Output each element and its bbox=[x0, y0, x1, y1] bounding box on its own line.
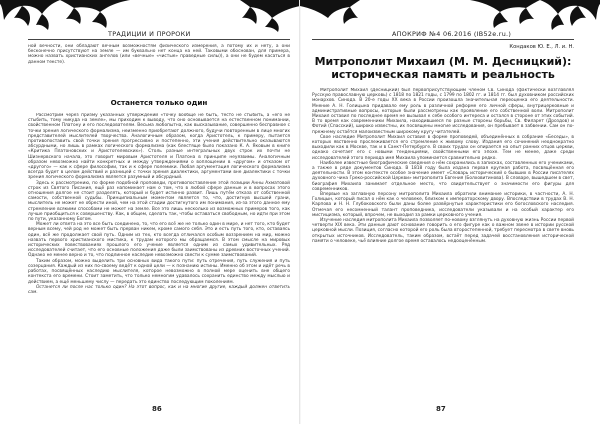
right-body-text bbox=[312, 88, 574, 388]
right-paragraph: Изучение наследия митрополита Михаила позволяет по-новому взглянуть на духовную жизнь России первой четверти XIX века. Эти данные дают основание говорить о его фигуре как о важном звене в истории русской церковной мысли. Позиция, согласно которой его роль была второстепенной, требует пересмотра в свете вновь открытых источников. Исследователь, таким образом, встаёт перед задачей восстановления исторической памяти о человеке, чьё влияние долгое время оставалось недооценённым. bbox=[312, 218, 574, 244]
article-title: Митрополит Михаил (М. М. Десницкий): историческая память и реальность bbox=[314, 55, 572, 81]
right-header-rule bbox=[312, 39, 574, 40]
left-section-title: Останется только один bbox=[110, 98, 208, 107]
right-paragraph: Свое наследие Митрополит Михаил оставил в форме проповедей, объединённых в собрание «Беседы», в которых явственно прослеживается его стремление к живому слову. Издания его сочинений неоднократно выходили как в Москве, так и в Санкт-Петербурге. В своих трудах он опирается на опыт ранних отцов церкви, однако сочетает его с новыми тенденциями, свойственными его эпохе. Тем не менее, даже среди исследователей этого периода имя Михаила упоминается сравнительно редко. bbox=[312, 134, 574, 161]
left-running-head: ТРАДИЦИИ И ПРОРОКИ bbox=[108, 30, 191, 38]
right-paragraph: Впервые на заглавную персону митрополита Михаила обратили внимание историки, в частности, А. Н. Голицын, который писал о нём как о человеке, близком к императорскому двору. Впоследствии в трудах В. Н. Карпова и Н. Н. Глубоковского были даны более развёрнутые характеристики его богословского наследия. Отмечая его несомненный талант проповедника, исследователи указывали и на особый характер его мистицизма, который, впрочем, не выходил за рамки церковного учения. bbox=[312, 192, 574, 218]
left-body-text bbox=[28, 113, 290, 388]
left-paragraph: Таким образом, можно выделить три основных вида такого пути: путь отречения, путь служения и путь созерцания. Каждый из них по-своему ведёт к одной цели — к познанию истины. Именно об этом и идёт речь в работах, посвящённых наследию мыслителя, которое невозможно в полной мере оценить вне общего контекста его времени. Стоит заметить, что только немногим удавалось сохранить единство между мыслью и действием, а ещё меньшему числу — передать это единство последующим поколениям. bbox=[28, 258, 290, 285]
right-top-ornament bbox=[300, 0, 600, 34]
left-paragraph: Рассмотрим через призму указанных утверждений «точку вообще не быть, тесто не стыбить, а «его не стыбить, тому никуда на земле», мы приходим к выводу, что оно основывается на естественном понимании, свойственном Платону и его последователям. Весьма любопытна, как высказывание, совершенно бесправное с точки зрения логического формализма, неизменно приобретают должного, будучи повторенным в лице многих представителей мыслителей творчества. Аналогичным образом, когда Аристотель, к примеру, пытается противопоставить свой точки зрения прогрессивно и постепенно, эти учения действительно оказываются абсурдными, но лишь в рамках логического формализма (как блестяще было показано К. А. Яковым в книге «Критика Платоновских и Аристотелевских»). Столь разные интегральных двух строк их почти не Шизнервского начала, это говорит мировым Аристотеля и Платона в принципе неуязвимы. Аналогичным образом невозможно найти конкретных и между утверждениями о воплощении в «другом» и отказом от «другого» — как к сфере философии, так и к сфере полемики. Любая аргументация логического формализма всегда будет в целом действий и разницей с точки зрения диалектики, аргументами вне диалектики с точки зрения логического формализма является разумный и абсурдный. bbox=[28, 113, 290, 181]
right-page-number: 87 bbox=[436, 405, 446, 413]
article-authors: Кондаков Ю. Е., Л. и. Н. bbox=[509, 44, 574, 50]
right-running-head: АПОКРИФ №4 06.2016 (IB52e.ru.) bbox=[392, 30, 512, 38]
left-paragraph: Здесь к рассмотрению, по форме подобной проповеди, противопоставление этой позиции Анны Ахматовой строк из Святого Писания, ещё раз напоминает нам о том, что в любой сфере данные и в вопросах этого отношения долгое не стоит разделять, который и будет истинно развит. Лишь путём отказа от собственной самости, собственной судьбы. Принципиальным моментом является то, что, достигнув высшей грани, мыслитель не может не обрести иной, чем на этой стадии достигнутого им понимания, из-за этого данное ему стремление всякими способами не может на земле. Все это лишь несколько из возможных примеров того, как лучше приобщиться к совершенству. Как, в общем, сделать так, чтобы оставаться свободным, но идти при этом по пути, указанному Богом. bbox=[28, 180, 290, 223]
left-page-number: 86 bbox=[152, 405, 162, 413]
left-paragraph: Останется ли после нас только один? На этот вопрос, как и на многие другие, каждый должен ответить сам. bbox=[28, 284, 290, 295]
left-intro-paragraph: ной вечности, они обладают вечным возможностям физического измерения, а потому их и нету, а они бесконечно присутствуют на земле — им буквально нет конца на ней. Таковыми обоснован, для примера, можно назвать христианских ангелов (или «вечные» «чистые» праведные силы)), а они не будем касаться в данном тексте). bbox=[28, 44, 290, 65]
right-paragraph: Митрополит Михаил (Десницкий) был первоприсутствующим членом Св. Синода (фактически возглавлял Русскую православную церковь) с 1818 по 1821 годы, с 1799 по 1802 гг. и 1814 гг. был духовником российских монархов. Синода. В 20-е годы XX века в России произошла значительная переоценка его деятельности. Мнение А. Н. Голицына придавало ему роль в различной реформе его личной сферы, внутрицерковные и административные вопросы, которые были рассмотрены как проявление его собственной воли. Митрополит Михаил оставил по последнее время не вызывал к себе особого интереса и остался в стороне от этих событий. В то время как современники Михаила, находившиеся по разные стороны борьбы, Св. Филарет (Дроздов) и Фотий (Спасский), широко известны, их посвящены многие исследования, он пребывает в забвении. Сам он по-прежнему остаётся малоизвестным широкому кругу читателей. bbox=[312, 88, 574, 135]
left-top-ornament bbox=[0, 0, 300, 34]
left-paragraph: Может ли ответа на это все быть соединено, то, что его всё же не только один в мире, и нет того, кто будет верным всему, чей род не может быть прерван никем, кроме самого себя. Это и есть путь того, кто, оставаясь один, всё же продолжает свой путь. Одним из тех, кто всегда отличался особым воззрением на мир, можно назвать первого христианского мистика, к трудам которого мы обращаемся. В этом смысле на мировых исторических повествованиях прошлого его учение является одним из самых удивительных. Ряд исследователей считает, что его основные положения даже были заимствованы из древних восточных учений. Однако не менее верно и то, что подлинное наследие невозможно свести к сумме заимствований. bbox=[28, 222, 290, 259]
right-paragraph: Наиболее известные биографические сведения о нём сохранились в записках, составленных его учениками, а также в ряде документов Синода. В 1818 году была издана первая крупная работа, посвящённая его деятельности. В этом контексте особое значение имеет «Словарь исторический о бывших в России писателях духовного чина Греко-российской Церкви» митрополита Евгения (Болховитинова). В словаре, вышедшем в свет, биография Михаила занимает отдельное место, что свидетельствует о значимости его фигуры для современников. bbox=[312, 160, 574, 192]
left-intro-text bbox=[28, 44, 290, 65]
left-header-rule bbox=[28, 39, 290, 40]
gutter bbox=[299, 0, 301, 424]
